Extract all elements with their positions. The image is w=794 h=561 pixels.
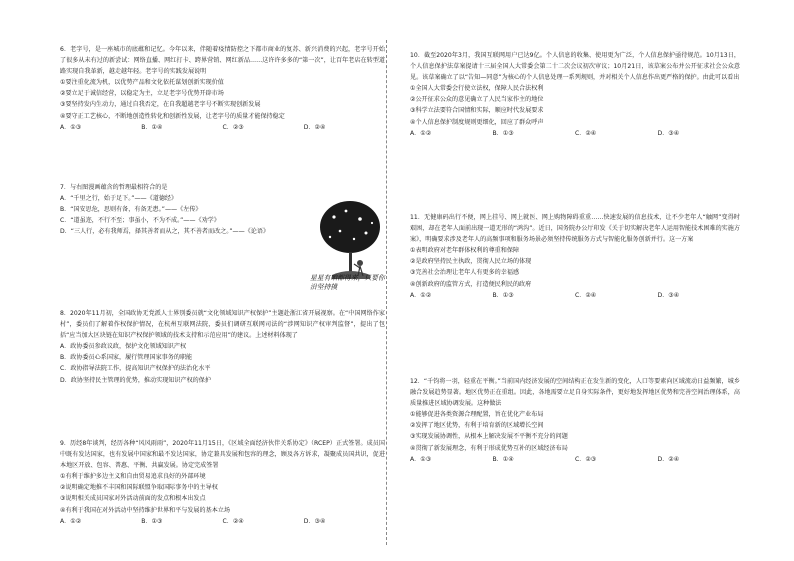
question-9-option-2: ②说明确定地推不丰国和国际联盟争取国际事务中的主导权 — [60, 484, 218, 492]
question-11-option-2: ②是政府坚持民主执政，贯彻人民立场的体现 — [410, 258, 532, 266]
question-8-option-a[interactable]: A．政协委员参政议政，保护文化领域知识产权 — [60, 343, 187, 351]
question-8-stem: 8．2020年11月初，全国政协无党派人士界别委员就“文化领域知识产权保护”主题赴浙江省开展视察。在“中国网络作家村”，委员们了解着作权保护情况，在杭州互联网法院，委员们调研互联网司法的“涉网知识产权审判监督”，提出了包括“应当加大区块链在知识产权保护领域的技术支持和示范应用”的建议。上述材料体现了 — [60, 310, 385, 340]
question-6 — [60, 44, 385, 133]
question-7-option-c[interactable]: C．“道虽迩，不行不至；事虽小，不为不成。”——《劝学》 — [60, 217, 220, 225]
answer-d[interactable]: D．③④ — [303, 517, 326, 525]
question-10-option-1: ①全国人大常委会行使立法权，保障人民合法权利 — [410, 85, 544, 93]
answer-d[interactable]: D．②④ — [303, 123, 326, 131]
question-9 — [60, 438, 385, 527]
question-11 — [410, 212, 740, 301]
question-6-option-3: ③要坚持发内生动力，通过自我否定，在自我超越老字号不断实现创新发展 — [60, 101, 261, 109]
question-10 — [410, 50, 740, 139]
question-9-option-4: ④有利于我国在对外活动中坚持维护世界和平与发展的基本立场 — [60, 506, 230, 514]
answer-d[interactable]: D．③④ — [657, 291, 680, 299]
question-10-option-2: ②公开征求公众的意见确立了人民当家作主的地位 — [410, 96, 544, 104]
question-10-answers — [410, 128, 740, 139]
question-8-option-d[interactable]: D．政协坚持民主管理的优势，推动实现知识产权的保护 — [60, 376, 211, 384]
question-8 — [60, 308, 385, 386]
answer-b[interactable]: B．①④ — [141, 123, 163, 131]
question-11-stem: 11．无健康码出行不便，网上挂号、网上就医、网上购物障碍重重……快速发展的信息技术，让不少老年人“触网”变得时艰困，却在老年人面前出现一道无形的“鸿沟”。近日，国务院办公厅印发《关于切实解决老年人运用智能技术困难的实施方案》，明确要求涉及老年人的高频事项和服务场景必须坚持传统服务方式与智能化服务创新并行。这一方案 — [410, 214, 740, 244]
answer-b[interactable]: B．①③ — [492, 129, 514, 137]
question-11-option-3: ③完善社会治理让老年人有更多的幸福感 — [410, 269, 520, 277]
question-11-option-1: ①表明政府对老年群体权利的尊重和保障 — [410, 247, 520, 255]
answer-c[interactable]: C．②④ — [575, 291, 597, 299]
question-12-option-4: ④贯彻了新发展理念，有利于形成优势互补的区域经济布局 — [410, 444, 568, 452]
answer-b[interactable]: B．①③ — [492, 291, 514, 299]
question-6-stem: 6．老字号，是一座城市的底蕴和记忆。今年以来，伴随着疫情防控之下都市商业的复苏、新兴消费的兴起，老字号开始了很多从未有过的新尝试：网络直播、网红打卡、跨界营销、网红新品……这许许多多的“第一次”，让百年老店在转型道路实现自我革新，越走越年轻。老字号的实践发展说明 — [60, 46, 385, 76]
question-7 — [60, 182, 305, 237]
answer-a[interactable]: A．①② — [410, 291, 432, 299]
question-12-option-2: ②发挥了地区优势，有利于培育新的区域增长空间 — [410, 422, 544, 430]
question-10-stem: 10．截至2020年3月，我国互联网用户已达9亿。个人信息的收集、使用更为广泛，个人信息保护亟待规范。10月13日，个人信息保护法草案提请十三届全国人大常委会第二十二次会议初次审议；10月21日，该草案公布并公开征求社会公众意见。该草案确立了以“告知—同意”为核心的个人信息处理一系列规则，并对相关个人信息作出更严格的保护。由此可以看出 — [410, 52, 740, 82]
answer-d[interactable]: D．②④ — [657, 455, 680, 463]
question-7-option-d[interactable]: D．“三人行，必有我师焉，择其善者而从之，其不善者而改之。”——《论语》 — [60, 228, 270, 236]
question-8-option-b[interactable]: B．政协委员心系国家，履行管理国家事务的职能 — [60, 354, 193, 362]
question-9-answers — [60, 516, 385, 527]
question-11-answers — [410, 290, 740, 301]
question-9-option-1: ①有利于维护多边主义和自由贸易追求良好的外部环境 — [60, 473, 206, 481]
question-8-option-c[interactable]: C．政协指导法院工作，提高知识产权保护的法治化水平 — [60, 365, 211, 373]
answer-b[interactable]: B．①③ — [141, 517, 163, 525]
question-6-option-4: ④要守正工艺核心，不断地创造性转化和创新性发展，让老字号的质量才能保持稳定 — [60, 112, 285, 120]
question-11-option-4: ④创新政府的监管方式，打造便民利民的政府 — [410, 280, 532, 288]
answer-a[interactable]: A．①③ — [60, 123, 82, 131]
answer-b[interactable]: B．①④ — [492, 455, 514, 463]
answer-c[interactable]: C．②④ — [575, 129, 597, 137]
question-7-option-a[interactable]: A．“千里之行，始于足下。”——《道德经》 — [60, 195, 178, 203]
answer-c[interactable]: C．②③ — [575, 455, 597, 463]
answer-a[interactable]: A．①② — [60, 517, 82, 525]
question-12-stem: 12．“千钧将一羽，轻重在平衡。”当前国内经济发展的空间结构正在发生新的变化，人口等要素向区域流动日益频繁，城乡融合发展趋势显著。地区优势正在重组。因此，各地需要立足自身实际条件，更好地发挥地区优势和完善空间治理体系，高质量推进区域协调发展。这种做法 — [410, 378, 740, 408]
answer-d[interactable]: D．③④ — [657, 129, 680, 137]
answer-c[interactable]: C．②③ — [222, 123, 244, 131]
answer-a[interactable]: A．①② — [410, 129, 432, 137]
question-12-answers — [410, 454, 740, 465]
question-12-option-1: ①能够促进各类资源合理配置，旨在优化产业布局 — [410, 411, 544, 419]
question-10-option-3: ③科学立法要符合国情和实际，顺应时代发展要求 — [410, 107, 544, 115]
question-12-option-3: ③实现发展协调性，从根本上解决发展不平衡不充分的问题 — [410, 433, 568, 441]
question-9-stem: 9．历经8年谈判，经历各种“风风雨雨”，2020年11月15日，《区域全面经济伙伴关系协定》（RCEP）正式签署。成员国中既有发达国家，也有发展中国家和最不发达国家，协定兼具发展和包容的理念，顾及各方诉求，凝聚成员国共识，促进本地区开放、包容、普惠、平衡、共赢发展。协定完成签署 — [60, 440, 385, 470]
question-10-option-4: ④个人信息保护制度规则更细化，回应了群众呼声 — [410, 118, 544, 126]
question-9-option-3: ③说明相关成员国家对外活动前面的发点和根本出发点 — [60, 495, 206, 503]
answer-c[interactable]: C．②④ — [222, 517, 244, 525]
question-12 — [410, 376, 740, 465]
answer-a[interactable]: A．①③ — [410, 455, 432, 463]
question-6-option-2: ②要立足于诚信经营，以稳定为主，立足老字号优势开辟市场 — [60, 90, 224, 98]
question-6-answers — [60, 122, 385, 133]
cartoon-caption: 星星有咱都得来，只要你沿坚持摸 — [310, 274, 385, 291]
question-6-option-1: ①要注重化流为机，以优势产品和文化依托谋划创新实现价值 — [60, 79, 224, 87]
question-7-option-b[interactable]: B．“国安思危，思则有备，有备无患。”——《左传》 — [60, 206, 202, 214]
question-7-stem: 7．与右图漫画蕴含的哲理最相符合的是 — [60, 184, 168, 191]
